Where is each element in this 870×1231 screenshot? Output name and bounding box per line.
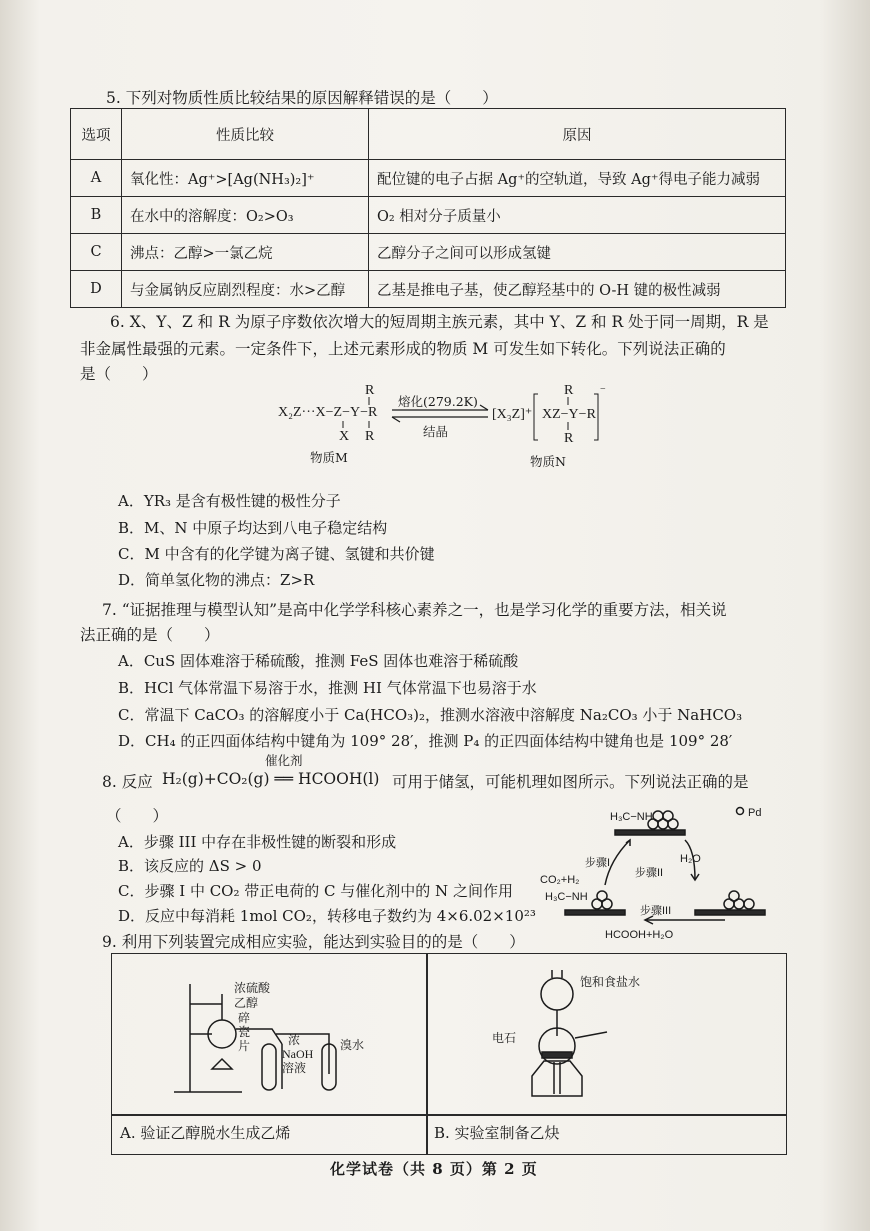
row-key: D (71, 271, 122, 308)
q6-label-m: 物质M (310, 450, 348, 465)
table-row (71, 197, 786, 234)
q6-forward-label: 熔化(279.2K) (398, 394, 478, 409)
row-property: 沸点：乙醇>一氯乙烷 (122, 234, 369, 271)
q6-stem-line3: 是（ ） (80, 365, 158, 383)
row-reason: 乙基是推电子基，使乙醇羟基中的 O-H 键的极性减弱 (369, 271, 786, 308)
page-footer: 化学试卷（共 8 页）第 2 页 (330, 1160, 538, 1178)
q9-caption-line (112, 1114, 786, 1116)
svg-text:X: X (339, 429, 350, 444)
svg-text:R: R (365, 429, 375, 444)
q6-option-d: D．简单氢化物的沸点：Z>R (118, 571, 315, 589)
q6-label-n: 物质N (530, 454, 566, 469)
svg-text:R: R (365, 383, 375, 398)
q6-stem-line2: 非金属性最强的元素。一定条件下，上述元素形成的物质 M 可发生如下转化。下列说法正确的 (80, 340, 726, 358)
step1-label: 步骤I (585, 857, 611, 869)
row-property: 在水中的溶解度：O₂>O₃ (122, 197, 369, 234)
pd-legend: Pd (748, 807, 762, 819)
svg-text:R: R (564, 383, 574, 398)
q7-option-d: D．CH₄ 的正四面体结构中键角为 109° 28′，推测 P₄ 的正四面体结构中键角也是 109° 28′ (118, 732, 733, 750)
q8-option-a: A．步骤 III 中存在非极性键的断裂和形成 (118, 833, 397, 851)
label-saturated-brine: 饱和食盐水 (580, 975, 641, 989)
amine-label-left: H₃C−NH (545, 891, 588, 903)
q8-catalyst-label: 催化剂 (265, 753, 303, 768)
q9-stem: 9. 利用下列装置完成相应实验，能达到实验目的的是（ ） (102, 933, 525, 951)
q6-option-c: C．M 中含有的化学键为离子键、氢键和共价键 (118, 545, 435, 563)
apparatus-b-diagram (492, 966, 732, 1112)
row-key: B (71, 197, 122, 234)
label-calcium-carbide: 电石 (492, 1031, 517, 1045)
header-property: 性质比较 (122, 109, 369, 160)
label-bromine-water: 溴水 (340, 1038, 365, 1052)
q7-stem-line1: 7. “证据推理与模型认知”是高中化学学科核心素养之一，也是学习化学的重要方法，相关说 (102, 601, 727, 619)
q8-paren: （ ） (106, 807, 169, 825)
svg-text:XZ−Y−R: XZ−Y−R (542, 407, 596, 422)
label-naoh: NaOH (282, 1047, 314, 1061)
row-property: 与金属钠反应剧烈程度：水>乙醇 (122, 271, 369, 308)
q9-apparatus-box (111, 953, 787, 1155)
q8-stem-suffix: 可用于储氢，可能机理如图所示。下列说法正确的是 (392, 773, 749, 791)
q6-stem-line1: 6. X、Y、Z 和 R 为原子序数依次增大的短周期主族元素，其中 Y、Z 和 R 处于同一周期，R 是 (110, 313, 769, 331)
q8-equation: H₂(g)+CO₂(g) ══ HCOOH(l) (162, 770, 380, 788)
table-row (71, 160, 786, 197)
step3-label: 步骤III (640, 905, 672, 917)
q7-stem-line2: 法正确的是（ ） (80, 626, 220, 644)
q6-option-a: A．YR₃ 是含有极性键的极性分子 (118, 492, 341, 510)
q8-option-c: C．步骤 I 中 CO₂ 带正电荷的 C 与催化剂中的 N 之间作用 (118, 882, 513, 900)
header-reason: 原因 (369, 109, 786, 160)
row-reason: 乙醇分子之间可以形成氢键 (369, 234, 786, 271)
row-key: A (71, 160, 122, 197)
row-key: C (71, 234, 122, 271)
product-label: HCOOH+H₂O (605, 929, 674, 940)
q8-mechanism-diagram (535, 790, 785, 940)
q9-caption-b: B. 实验室制备乙炔 (434, 1124, 560, 1142)
header-option: 选项 (71, 109, 122, 160)
label-solution: 溶液 (282, 1061, 307, 1075)
label-piece: 片 (238, 1039, 251, 1053)
label-porcelain: 瓷 (238, 1025, 251, 1039)
svg-text:X₂Z···X−Z−Y−R: X₂Z···X−Z−Y−R (278, 405, 378, 420)
q6-option-b: B．M、N 中原子均达到八电子稳定结构 (118, 519, 388, 537)
amine-label-top: H₃C−NH (610, 811, 653, 823)
label-conc: 浓 (288, 1033, 301, 1047)
q8-stem-prefix: 8. 反应 (102, 773, 153, 791)
label-ethanol: 乙醇 (234, 996, 259, 1010)
step2-label: 步骤II (635, 867, 664, 879)
q8-option-b: B．该反应的 ΔS > 0 (118, 857, 262, 875)
row-reason: O₂ 相对分子质量小 (369, 197, 786, 234)
q8-option-d: D．反应中每消耗 1mol CO₂，转移电子数约为 4×6.02×10²³ (118, 907, 536, 925)
row-reason: 配位键的电子占据 Ag⁺的空轨道，导致 Ag⁺得电子能力减弱 (369, 160, 786, 197)
label-conc-sulfuric-acid: 浓硫酸 (234, 981, 271, 995)
svg-text:[X₃Z]⁺: [X₃Z]⁺ (492, 407, 533, 422)
table-row (71, 234, 786, 271)
apparatus-a-diagram (172, 974, 372, 1114)
table-row (71, 271, 786, 308)
q9-divider (426, 954, 428, 1154)
q7-option-b: B．HCl 气体常温下易溶于水，推测 HI 气体常温下也易溶于水 (118, 679, 537, 697)
table-header-row (71, 109, 786, 160)
water-label: H₂O (680, 853, 701, 865)
label-broken: 碎 (238, 1011, 251, 1025)
q9-caption-a: A. 验证乙醇脱水生成乙烯 (120, 1124, 291, 1142)
q7-option-c: C．常温下 CaCO₃ 的溶解度小于 Ca(HCO₃)₂，推测水溶液中溶解度 Na₂CO₃ 小于 NaHCO₃ (118, 706, 743, 724)
q5-stem: 5. 下列对物质性质比较结果的原因解释错误的是（ ） (106, 89, 498, 107)
reagent-in-label: CO₂+H₂ (540, 874, 580, 886)
svg-text:−: − (600, 384, 606, 395)
q7-option-a: A．CuS 固体难溶于稀硫酸，推测 FeS 固体也难溶于稀硫酸 (118, 652, 519, 670)
row-property: 氧化性：Ag⁺>[Ag(NH₃)₂]⁺ (122, 160, 369, 197)
q6-backward-label: 结晶 (423, 424, 449, 439)
svg-text:R: R (564, 431, 574, 446)
q5-table (70, 108, 786, 308)
